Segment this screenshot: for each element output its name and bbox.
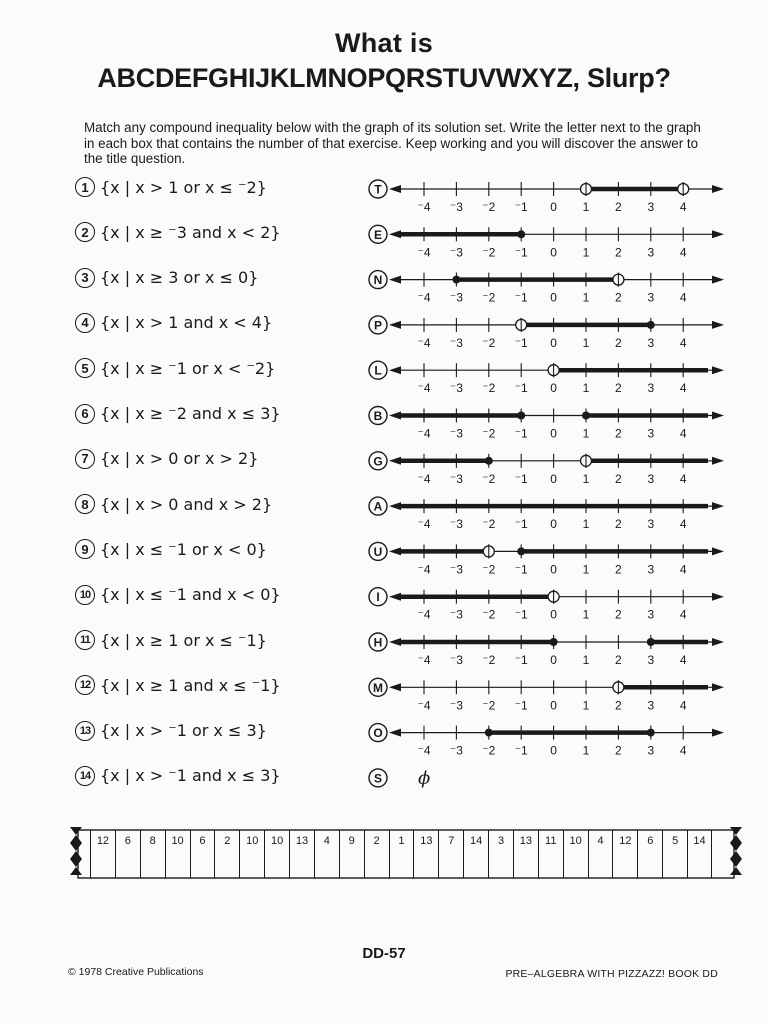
tick-label: ⁻2 [482, 245, 496, 260]
graph-A [369, 497, 724, 531]
graph-letter: L [374, 363, 382, 378]
graph-letter: I [376, 590, 380, 605]
tick-label: 4 [679, 335, 687, 350]
right-arrow-icon [712, 638, 724, 646]
tick-label: 3 [647, 653, 655, 667]
answer-box-number: 1 [398, 835, 405, 847]
graph-B [369, 407, 724, 441]
tick-label: 4 [679, 200, 687, 214]
answer-box[interactable] [488, 830, 513, 878]
tick-label: 3 [647, 200, 655, 214]
tick-label: 1 [582, 517, 590, 532]
tick-label: 1 [582, 426, 590, 441]
tick-label: 2 [615, 698, 622, 713]
tick-label: 2 [615, 245, 622, 260]
tick-label: ⁻2 [482, 743, 496, 758]
tick-label: ⁻1 [514, 698, 528, 713]
exercise-number: 12 [75, 675, 95, 695]
left-arrow-icon [389, 547, 401, 555]
answer-box[interactable] [190, 830, 215, 878]
tick-label: 4 [679, 290, 687, 305]
page-code: DD-57 [362, 945, 406, 962]
tick-label: 3 [647, 471, 655, 486]
tick-label: ⁻4 [417, 698, 431, 713]
tick-label: 1 [582, 381, 590, 396]
tick-label: ⁻4 [417, 335, 431, 350]
answer-box-number: 7 [448, 835, 455, 847]
compound-inequality: {x | x ≤ ⁻1 and x < 0} [100, 585, 281, 605]
compound-inequality: {x | x > 1 and x < 4} [100, 313, 273, 333]
tick-label: 4 [679, 607, 687, 622]
answer-box[interactable] [239, 830, 264, 878]
tick-label: 0 [550, 698, 557, 713]
answer-box[interactable] [563, 830, 588, 878]
tick-label: ⁻1 [514, 653, 528, 667]
tick-label: 2 [615, 562, 622, 577]
compound-inequality: {x | x ≥ 1 or x ≤ ⁻1} [100, 630, 267, 650]
closed-endpoint [517, 547, 525, 555]
tick-label: 4 [679, 562, 687, 577]
answer-box[interactable] [264, 830, 289, 878]
tick-label: ⁻1 [514, 200, 528, 214]
tick-label: 2 [615, 335, 622, 350]
tick-label: ⁻2 [482, 335, 496, 350]
exercise-number: 11 [75, 630, 95, 650]
tick-label: 0 [550, 426, 557, 441]
graph-M [369, 678, 724, 712]
compound-inequality: {x | x ≥ 1 and x ≤ ⁻1} [100, 675, 281, 695]
tick-label: ⁻4 [417, 607, 431, 622]
tick-label: 1 [582, 200, 590, 214]
graph-letter: T [374, 182, 382, 197]
tick-label: ⁻4 [417, 471, 431, 486]
graph-letter: U [373, 544, 383, 559]
answer-box[interactable] [662, 830, 687, 878]
tick-label: ⁻3 [449, 471, 463, 486]
tick-label: 3 [647, 743, 655, 758]
closed-endpoint [582, 412, 590, 420]
graph-letter: P [373, 318, 383, 333]
tick-label: 4 [679, 698, 687, 713]
empty-set-symbol: ϕ [418, 767, 431, 789]
answer-strip [68, 823, 744, 883]
tick-label: 0 [550, 517, 557, 532]
tick-label: ⁻3 [449, 335, 463, 350]
tick-label: 1 [582, 335, 590, 350]
graph-letter: B [373, 409, 383, 423]
answer-box[interactable] [314, 830, 339, 878]
closed-endpoint [647, 729, 655, 737]
exercise-number: 13 [75, 721, 95, 741]
tick-label: 1 [582, 653, 590, 667]
tick-label: ⁻3 [449, 653, 463, 667]
answer-box-number: 11 [545, 835, 557, 847]
left-arrow-icon [389, 366, 401, 374]
answer-box[interactable] [438, 830, 463, 878]
tick-label: ⁻4 [417, 653, 431, 667]
tick-label: ⁻1 [514, 743, 528, 758]
tick-label: ⁻1 [514, 426, 528, 441]
right-arrow-icon [712, 276, 724, 284]
right-arrow-icon [712, 502, 724, 510]
exercise-number: 8 [75, 494, 95, 514]
graph-letter: A [373, 499, 383, 514]
tick-label: ⁻2 [482, 426, 496, 441]
answer-box[interactable] [115, 830, 140, 878]
answer-box-number: 2 [224, 835, 231, 847]
tick-label: 3 [647, 335, 655, 350]
left-arrow-icon [389, 502, 401, 510]
tick-label: ⁻2 [482, 471, 496, 486]
answer-box-number: 10 [171, 835, 184, 847]
right-arrow-icon [712, 185, 724, 193]
graph-letter: G [373, 454, 383, 469]
exercise-number: 5 [75, 358, 95, 378]
closed-endpoint [647, 321, 655, 329]
compound-inequality: {x | x ≤ ⁻1 or x < 0} [100, 539, 267, 559]
answer-box-number: 13 [420, 835, 433, 847]
left-arrow-icon [389, 230, 401, 238]
instructions-text: Match any compound inequality below with the graph of its solution set. Write the letter next to the graph in each box that contains the number of that exercise. Keep working and you will discover the answer to the title question. [84, 120, 701, 166]
right-arrow-icon [712, 729, 724, 737]
tick-label: ⁻2 [482, 381, 496, 396]
tick-label: ⁻1 [514, 517, 528, 532]
tick-label: 3 [647, 607, 655, 622]
copyright: © 1978 Creative Publications [68, 966, 204, 978]
left-arrow-icon [389, 638, 401, 646]
answer-box[interactable] [637, 830, 662, 878]
tick-label: ⁻1 [514, 245, 528, 260]
answer-box-number: 2 [373, 835, 380, 847]
compound-inequality: {x | x ≥ 3 or x ≤ 0} [100, 268, 259, 288]
answer-box[interactable] [214, 830, 239, 878]
tick-label: ⁻3 [449, 698, 463, 713]
tick-label: ⁻1 [514, 381, 528, 396]
graph-letter: H [373, 635, 383, 650]
tick-label: 3 [647, 381, 655, 396]
tick-label: 3 [647, 562, 655, 577]
compound-inequality: {x | x > 0 or x > 2} [100, 449, 259, 469]
answer-box[interactable] [339, 830, 364, 878]
answer-box-number: 3 [497, 835, 505, 847]
tick-label: ⁻3 [449, 562, 463, 577]
left-arrow-icon [389, 593, 401, 601]
left-arrow-icon [389, 321, 401, 329]
left-arrow-icon [389, 457, 401, 465]
tick-label: 0 [550, 607, 557, 622]
tick-label: 2 [615, 517, 622, 532]
answer-box-number: 14 [693, 835, 706, 847]
left-arrow-icon [389, 185, 401, 193]
tick-label: ⁻4 [417, 743, 431, 758]
answer-box-number: 14 [470, 835, 483, 847]
tick-label: 4 [679, 653, 687, 667]
right-arrow-icon [712, 321, 724, 329]
right-arrow-icon [712, 412, 724, 420]
tick-label: ⁻1 [514, 290, 528, 305]
right-arrow-icon [712, 683, 724, 691]
answer-box-number: 6 [124, 835, 131, 847]
closed-endpoint [452, 276, 460, 284]
tick-label: ⁻3 [449, 517, 463, 532]
left-arrow-icon [389, 683, 401, 691]
tick-label: 0 [550, 290, 557, 305]
answer-box-number: 12 [96, 835, 110, 847]
tick-label: 0 [550, 562, 557, 577]
tick-label: ⁻4 [417, 381, 431, 396]
compound-inequality: {x | x > 0 and x > 2} [100, 494, 273, 514]
graph-E [369, 225, 724, 259]
right-arrow-icon [712, 230, 724, 238]
answer-box-number: 12 [619, 835, 632, 847]
graph-N [369, 271, 724, 305]
answer-box-number: 4 [597, 835, 604, 847]
tick-label: ⁻4 [417, 245, 431, 260]
title-line-1: What is [334, 28, 434, 58]
exercise-number: 4 [75, 313, 95, 333]
tick-label: 2 [615, 743, 622, 758]
answer-box[interactable] [90, 830, 115, 878]
tick-label: ⁻1 [514, 607, 528, 622]
tick-label: 0 [550, 381, 557, 396]
left-zigzag-ornament [70, 827, 82, 875]
closed-endpoint [485, 457, 493, 465]
answer-box[interactable] [364, 830, 389, 878]
exercise-number: 6 [75, 404, 95, 424]
graph-letter: O [373, 726, 383, 741]
tick-label: ⁻2 [482, 653, 496, 667]
tick-label: ⁻3 [449, 743, 463, 758]
tick-label: 0 [550, 471, 557, 486]
right-arrow-icon [712, 457, 724, 465]
answer-box[interactable] [413, 830, 438, 878]
closed-endpoint [550, 638, 558, 646]
answer-box[interactable] [165, 830, 190, 878]
graph-I [369, 588, 724, 622]
graph-P [369, 316, 724, 350]
title-line-2: ABCDEFGHIJKLMNOPQRSTUVWXYZ, Slurp? [97, 63, 671, 93]
right-arrow-icon [712, 547, 724, 555]
answer-box-number: 5 [672, 835, 679, 847]
right-zigzag-ornament [730, 827, 742, 875]
tick-label: ⁻3 [449, 381, 463, 396]
tick-label: 4 [679, 471, 687, 486]
closed-endpoint [647, 638, 655, 646]
exercise-number: 10 [75, 585, 95, 605]
answer-box[interactable] [289, 830, 314, 878]
tick-label: ⁻1 [514, 562, 528, 577]
tick-label: 4 [679, 245, 687, 260]
closed-endpoint [485, 729, 493, 737]
tick-label: 2 [615, 426, 622, 441]
tick-label: ⁻3 [449, 200, 463, 214]
tick-label: 2 [615, 290, 622, 305]
tick-label: ⁻4 [417, 426, 431, 441]
tick-label: 3 [647, 290, 655, 305]
closed-endpoint [517, 230, 525, 238]
compound-inequality: {x | x > ⁻1 and x ≤ 3} [100, 766, 281, 786]
tick-label: 4 [679, 743, 687, 758]
tick-label: ⁻3 [449, 426, 463, 441]
answer-box-number: 13 [295, 835, 309, 847]
tick-label: 2 [615, 653, 622, 667]
answer-box-number: 10 [569, 835, 582, 847]
tick-label: ⁻3 [449, 607, 463, 622]
graph-G [369, 452, 724, 486]
tick-label: 4 [679, 426, 687, 441]
tick-label: ⁻2 [482, 517, 496, 532]
tick-label: ⁻4 [417, 200, 431, 214]
tick-label: 3 [647, 517, 655, 532]
tick-label: ⁻2 [482, 200, 496, 214]
graph-O [369, 724, 724, 758]
tick-label: 1 [582, 698, 590, 713]
answer-box[interactable] [687, 830, 712, 878]
tick-label: 2 [615, 381, 622, 396]
compound-inequality: {x | x ≥ ⁻2 and x ≤ 3} [100, 404, 281, 423]
tick-label: 1 [582, 471, 590, 486]
tick-label: 2 [615, 200, 622, 214]
right-arrow-icon [712, 593, 724, 601]
closed-endpoint [517, 412, 525, 420]
answer-box-number: 6 [647, 835, 654, 847]
compound-inequality: {x | x > 1 or x ≤ ⁻2} [100, 177, 267, 197]
tick-label: 0 [550, 743, 557, 758]
answer-box-number: 4 [323, 835, 330, 847]
tick-label: ⁻1 [514, 335, 528, 350]
tick-label: 1 [582, 743, 590, 758]
graph-letter: E [373, 227, 383, 242]
compound-inequality: {x | x ≥ ⁻1 or x < ⁻2} [100, 358, 276, 378]
tick-label: ⁻3 [449, 290, 463, 305]
graph-H [369, 633, 724, 667]
graph-T [369, 180, 724, 214]
tick-label: 0 [550, 653, 557, 667]
tick-label: ⁻2 [482, 698, 496, 713]
exercise-number: 3 [75, 268, 95, 288]
left-arrow-icon [389, 276, 401, 284]
tick-label: 4 [679, 381, 687, 396]
graph-letter: S [373, 771, 383, 786]
tick-label: 4 [679, 517, 687, 532]
exercise-number: 7 [75, 449, 95, 469]
tick-label: 0 [550, 245, 557, 260]
graph-L [369, 361, 724, 395]
exercise-number: 9 [75, 539, 95, 559]
answer-box-number: 6 [199, 835, 206, 847]
left-arrow-icon [389, 729, 401, 737]
tick-label: ⁻4 [417, 517, 431, 532]
tick-label: 1 [582, 245, 590, 260]
right-arrow-icon [712, 366, 724, 374]
tick-label: ⁻4 [417, 562, 431, 577]
answer-box-number: 10 [246, 835, 259, 847]
tick-label: ⁻4 [417, 290, 431, 305]
tick-label: 1 [582, 290, 590, 305]
graph-letter: N [373, 273, 383, 288]
tick-label: 0 [550, 200, 557, 214]
tick-label: 3 [647, 698, 655, 713]
tick-label: ⁻2 [482, 290, 496, 305]
tick-label: 3 [647, 245, 655, 260]
tick-label: 0 [550, 335, 557, 350]
answer-box-number: 10 [270, 835, 284, 847]
book-title: PRE–ALGEBRA WITH PIZZAZZ! BOOK DD [505, 968, 718, 980]
tick-label: ⁻2 [482, 607, 496, 622]
answer-box[interactable] [463, 830, 488, 878]
answer-box[interactable] [538, 830, 563, 878]
answer-box-number: 9 [348, 835, 355, 847]
graph-letter: M [373, 680, 383, 695]
exercise-number: 2 [75, 222, 95, 242]
answer-box[interactable] [612, 830, 637, 878]
answer-box[interactable] [588, 830, 613, 878]
left-arrow-icon [389, 412, 401, 420]
answer-box-number: 13 [519, 835, 533, 847]
answer-box[interactable] [140, 830, 165, 878]
exercise-number: 14 [75, 766, 95, 786]
compound-inequality: {x | x > ⁻1 or x ≤ 3} [100, 721, 267, 741]
graph-U [369, 542, 724, 576]
answer-box[interactable] [513, 830, 538, 878]
tick-label: ⁻1 [514, 471, 528, 486]
answer-box-number: 8 [149, 835, 156, 847]
tick-label: 2 [615, 471, 622, 486]
exercise-number: 1 [75, 177, 95, 197]
tick-label: 3 [647, 426, 655, 441]
tick-label: 1 [582, 562, 590, 577]
answer-box[interactable] [389, 830, 414, 878]
graph-S [369, 768, 430, 789]
tick-label: 2 [615, 607, 622, 622]
compound-inequality: {x | x ≥ ⁻3 and x < 2} [100, 222, 281, 242]
tick-label: ⁻3 [449, 245, 463, 260]
tick-label: 1 [582, 607, 590, 622]
tick-label: ⁻2 [482, 562, 496, 577]
